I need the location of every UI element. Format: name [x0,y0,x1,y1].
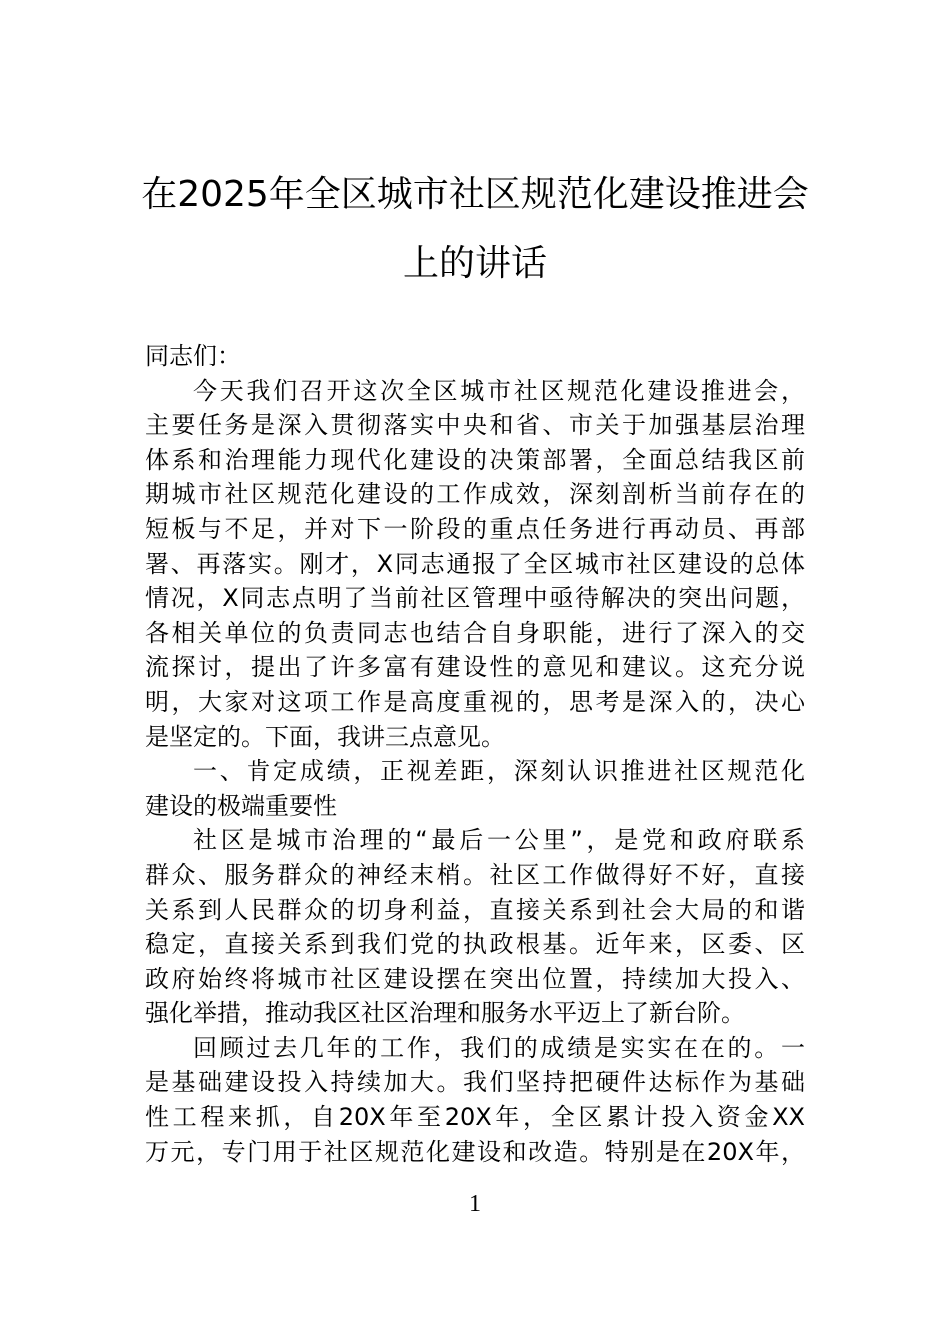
paragraph-1-line: 主要任务是深入贯彻落实中央和省、市关于加强基层治理 [145,411,805,440]
paragraph-1-line: 今天我们召开这次全区城市社区规范化建设推进会， [193,376,805,405]
paragraph-1-line: 体系和治理能力现代化建设的决策部署，全面总结我区前 [145,445,805,474]
paragraph-1-line: 署、再落实。刚才，X同志通报了全区城市社区建设的总体 [145,549,805,578]
paragraph-4-line: 是基础建设投入持续加大。我们坚持把硬件达标作为基础 [145,1068,805,1097]
paragraph-3-line: 政府始终将城市社区建设摆在突出位置，持续加大投入、 [145,964,805,993]
paragraph-4-line: 回顾过去几年的工作，我们的成绩是实实在在的。一 [193,1033,805,1062]
paragraph-3-line: 群众、服务群众的神经末梢。社区工作做得好不好，直接 [145,860,805,889]
paragraph-1-line: 是坚定的。下面，我讲三点意见。 [145,722,505,751]
paragraph-1-line: 流探讨，提出了许多富有建设性的意见和建议。这充分说 [145,653,805,682]
paragraph-1-line: 各相关单位的负责同志也结合自身职能，进行了深入的交 [145,618,805,647]
page-number: 1 [469,1191,481,1217]
paragraph-1-line: 明，大家对这项工作是高度重视的，思考是深入的，决心 [145,687,805,716]
paragraph-3-line: 稳定，直接关系到我们党的执政根基。近年来，区委、区 [145,930,805,959]
paragraph-4-line: 性工程来抓，自20X年至20X年，全区累计投入资金XX [145,1103,805,1132]
salutation: 同志们： [145,342,241,370]
section-heading-line: 一、肯定成绩，正视差距，深刻认识推进社区规范化 [193,757,805,786]
document-body [145,339,805,1169]
paragraph-4-line: 万元，专门用于社区规范化建设和改造。特别是在20X年， [145,1137,805,1166]
section-heading-line: 建设的极端重要性 [145,791,337,820]
document-title-line-2: 上的讲话 [402,243,547,284]
paragraph-1-line: 情况，X同志点明了当前社区管理中亟待解决的突出问题， [145,584,805,613]
paragraph-1-line: 短板与不足，并对下一阶段的重点任务进行再动员、再部 [145,514,805,543]
paragraph-1-line: 期城市社区规范化建设的工作成效，深刻剖析当前存在的 [145,480,805,509]
document-title-line-1: 在2025年全区城市社区规范化建设推进会 [141,174,809,215]
paragraph-3-line: 强化举措，推动我区社区治理和服务水平迈上了新台阶。 [145,999,745,1028]
paragraph-3-line: 社区是城市治理的“最后一公里”，是党和政府联系 [193,826,805,855]
paragraph-3-line: 关系到人民群众的切身利益，直接关系到社会大局的和谐 [145,895,805,924]
